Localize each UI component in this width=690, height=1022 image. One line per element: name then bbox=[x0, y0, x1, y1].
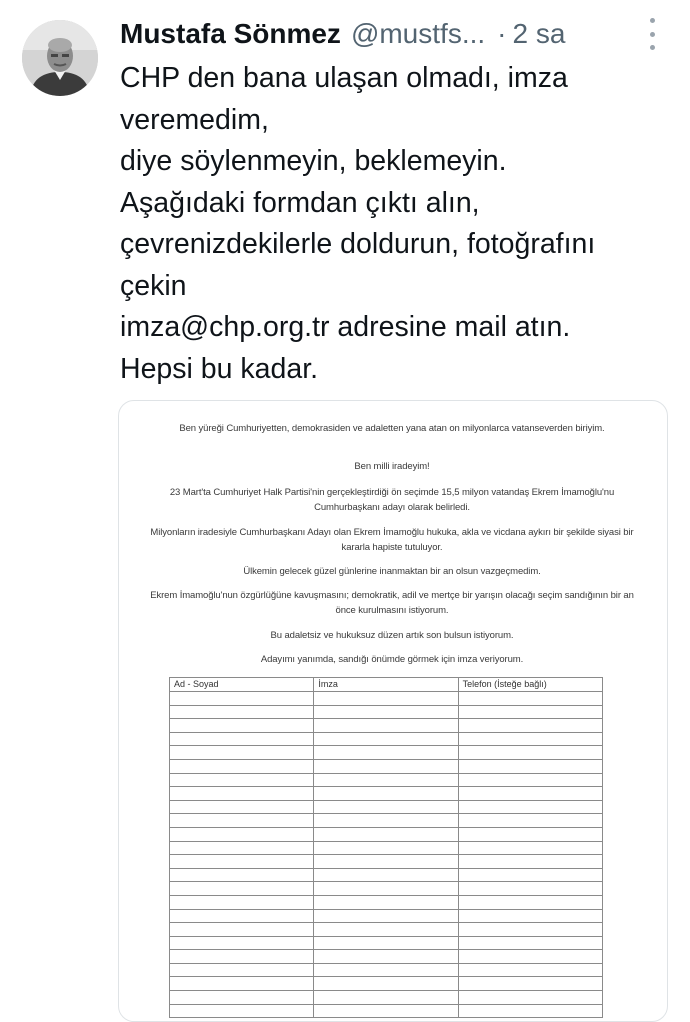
form-paragraph: Ülkemin gelecek güzel günlerine inanmaktan bir an olsun vazgeçmedim. bbox=[243, 566, 541, 577]
table-cell bbox=[458, 963, 602, 977]
table-cell bbox=[458, 895, 602, 909]
table-row bbox=[170, 787, 603, 801]
table-cell bbox=[314, 800, 458, 814]
tweet-header bbox=[120, 14, 680, 54]
table-cell bbox=[458, 909, 602, 923]
table-cell bbox=[170, 963, 314, 977]
table-cell bbox=[314, 909, 458, 923]
table-cell bbox=[314, 882, 458, 896]
form-paragraph: Bu adaletsiz ve hukuksuz düzen artık son bulsun istiyorum. bbox=[270, 630, 514, 641]
table-row bbox=[170, 991, 603, 1005]
author-handle[interactable]: @mustfs... bbox=[350, 18, 486, 49]
table-cell bbox=[458, 800, 602, 814]
table-cell bbox=[170, 827, 314, 841]
table-cell bbox=[170, 705, 314, 719]
form-paragraph: Adayımı yanımda, sandığı önümde görmek için imza veriyorum. bbox=[260, 654, 524, 665]
table-cell bbox=[314, 895, 458, 909]
more-options-button[interactable] bbox=[642, 18, 662, 50]
table-row bbox=[170, 759, 603, 773]
table-cell bbox=[314, 963, 458, 977]
tweet-text-line: Hepsi bu kadar. bbox=[120, 352, 319, 385]
table-cell bbox=[458, 923, 602, 937]
table-row bbox=[170, 800, 603, 814]
table-cell bbox=[170, 732, 314, 746]
table-cell bbox=[170, 773, 314, 787]
table-cell bbox=[314, 868, 458, 882]
table-cell bbox=[170, 882, 314, 896]
tweet-text-line: çekin bbox=[120, 269, 187, 302]
tweet-text-line: veremedim, bbox=[120, 103, 269, 136]
tweet-text-line: CHP den bana ulaşan olmadı, imza bbox=[120, 62, 568, 94]
table-cell bbox=[458, 719, 602, 733]
table-cell bbox=[170, 1004, 314, 1018]
table-cell bbox=[314, 841, 458, 855]
table-cell bbox=[314, 814, 458, 828]
table-cell bbox=[170, 923, 314, 937]
table-row bbox=[170, 1004, 603, 1018]
table-cell bbox=[458, 1004, 602, 1018]
table-row bbox=[170, 773, 603, 787]
table-cell bbox=[314, 787, 458, 801]
tweet-timestamp[interactable]: 2 sa bbox=[512, 18, 566, 49]
table-cell bbox=[314, 827, 458, 841]
table-cell bbox=[314, 692, 458, 706]
table-cell bbox=[458, 936, 602, 950]
table-row bbox=[170, 705, 603, 719]
table-cell bbox=[170, 787, 314, 801]
table-cell bbox=[314, 719, 458, 733]
table-cell bbox=[458, 991, 602, 1005]
form-paragraph: Ben yüreği Cumhuriyetten, demokrasiden ve adaletten yana atan on milyonlarca vatanseverden biriyim. bbox=[179, 423, 605, 434]
signature-rows bbox=[170, 692, 603, 1018]
table-cell bbox=[458, 868, 602, 882]
table-cell bbox=[170, 719, 314, 733]
table-cell bbox=[314, 1004, 458, 1018]
author-avatar[interactable] bbox=[22, 20, 98, 96]
tweet-text-line: çevrenizdekilerle doldurun, fotoğrafını bbox=[120, 228, 596, 260]
table-cell bbox=[458, 759, 602, 773]
table-row bbox=[170, 895, 603, 909]
table-row bbox=[170, 936, 603, 950]
table-cell bbox=[314, 705, 458, 719]
table-row bbox=[170, 909, 603, 923]
table-row bbox=[170, 882, 603, 896]
tweet-text-line: diye söylenmeyin, beklemeyin. bbox=[120, 145, 507, 177]
table-row bbox=[170, 827, 603, 841]
table-row bbox=[170, 841, 603, 855]
more-vertical-icon bbox=[650, 32, 655, 37]
table-cell bbox=[314, 759, 458, 773]
form-paragraph: Ben milli iradeyim! bbox=[354, 461, 430, 472]
table-cell bbox=[314, 732, 458, 746]
table-row bbox=[170, 719, 603, 733]
table-cell bbox=[458, 882, 602, 896]
table-cell bbox=[170, 909, 314, 923]
table-cell bbox=[314, 746, 458, 760]
table-cell bbox=[170, 895, 314, 909]
table-cell bbox=[458, 855, 602, 869]
table-cell bbox=[170, 759, 314, 773]
table-cell bbox=[314, 773, 458, 787]
table-cell bbox=[458, 977, 602, 991]
table-cell bbox=[170, 800, 314, 814]
table-row bbox=[170, 963, 603, 977]
table-cell bbox=[458, 814, 602, 828]
author-name[interactable]: Mustafa Sönmez bbox=[120, 18, 341, 49]
table-cell bbox=[170, 692, 314, 706]
tweet-text-line: imza@chp.org.tr adresine mail atın. bbox=[120, 311, 571, 343]
table-cell bbox=[314, 855, 458, 869]
table-row bbox=[170, 950, 603, 964]
table-cell bbox=[314, 923, 458, 937]
column-header: Ad - Soyad bbox=[170, 678, 314, 692]
column-header: Telefon (İsteğe bağlı) bbox=[458, 678, 602, 692]
table-cell bbox=[170, 977, 314, 991]
table-row bbox=[170, 977, 603, 991]
table-row bbox=[170, 692, 603, 706]
table-cell bbox=[458, 705, 602, 719]
table-cell bbox=[170, 841, 314, 855]
tweet-text bbox=[120, 58, 680, 390]
tweet-media-image[interactable] bbox=[118, 400, 668, 1022]
table-row bbox=[170, 746, 603, 760]
table-row bbox=[170, 814, 603, 828]
table-cell bbox=[314, 936, 458, 950]
form-paragraph: 23 Mart'ta Cumhuriyet Halk Partisi'nin gerçekleştirdiği ön seçimde 15,5 milyon vatandaş Ekrem İmamoğlu'nu Cumhurbaşkanı adayı olarak belirledi. bbox=[169, 487, 615, 513]
table-cell bbox=[458, 950, 602, 964]
table-cell bbox=[458, 692, 602, 706]
table-row bbox=[170, 868, 603, 882]
signature-table bbox=[169, 677, 603, 1018]
more-vertical-icon bbox=[650, 45, 655, 50]
table-cell bbox=[458, 787, 602, 801]
avatar-photo bbox=[22, 20, 98, 96]
table-cell bbox=[458, 841, 602, 855]
table-row bbox=[170, 732, 603, 746]
table-cell bbox=[170, 950, 314, 964]
table-cell bbox=[458, 773, 602, 787]
form-paragraph: Milyonların iradesiyle Cumhurbaşkanı Adayı olan Ekrem İmamoğlu hukuka, akla ve vicdana aykırı bir şekilde siyasi bir kararla hapiste tutuluyor. bbox=[150, 527, 634, 553]
tweet-text-line: Aşağıdaki formdan çıktı alın, bbox=[120, 186, 480, 219]
table-cell bbox=[170, 868, 314, 882]
table-cell bbox=[170, 746, 314, 760]
table-cell bbox=[314, 991, 458, 1005]
column-header: İmza bbox=[314, 678, 458, 692]
table-cell bbox=[458, 732, 602, 746]
form-paragraph: Ekrem İmamoğlu'nun özgürlüğüne kavuşmasını; demokratik, adil ve mertçe bir yarışın olacağı seçim sandığının bir an önce kurulmasını istiyorum. bbox=[150, 590, 634, 616]
table-cell bbox=[170, 936, 314, 950]
separator-dot: · bbox=[497, 18, 507, 49]
table-row bbox=[170, 855, 603, 869]
table-cell bbox=[170, 814, 314, 828]
more-vertical-icon bbox=[650, 18, 655, 23]
table-cell bbox=[170, 991, 314, 1005]
table-cell bbox=[314, 950, 458, 964]
table-cell bbox=[458, 746, 602, 760]
table-header-row bbox=[170, 678, 603, 692]
table-cell bbox=[458, 827, 602, 841]
table-cell bbox=[314, 977, 458, 991]
table-cell bbox=[170, 855, 314, 869]
table-row bbox=[170, 923, 603, 937]
petition-form-document bbox=[119, 401, 667, 1021]
